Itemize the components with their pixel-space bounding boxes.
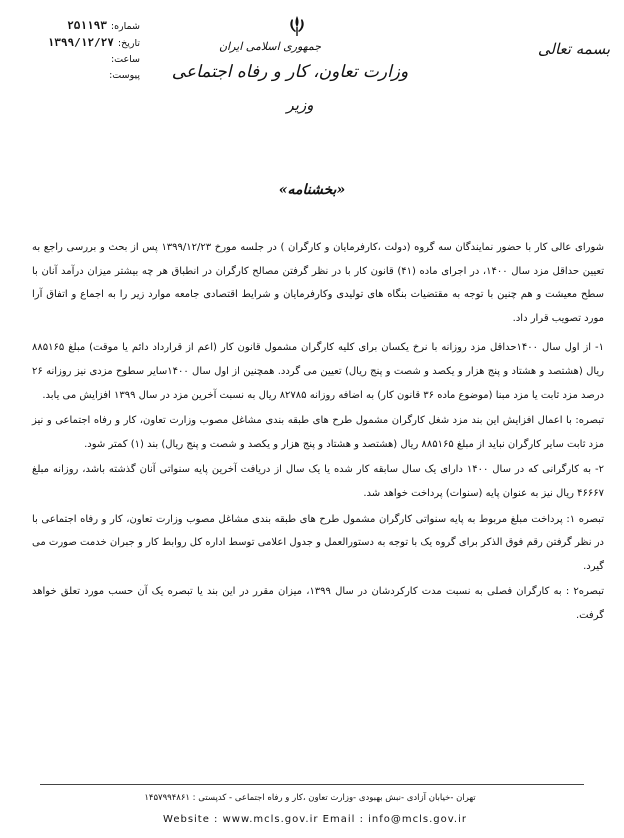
document-title: «بخشنامه» [278,182,346,198]
minister-title: وزیر [286,96,314,114]
attachment-label: پیوست: [109,70,140,81]
footer-address: تهران -خیابان آزادی -نبش بهبودی -وزارت تعاون ،کار و رفاه اجتماعی - کدپستی : ۱۴۵۷۹۹۴۸۶۱ [144,793,476,803]
date-value: ۱۳۹۹/۱۲/۲۷ [47,36,114,49]
paragraph-note: تبصره: با اعمال افزایش این بند مزد شغل کارگران مشمول طرح های طبقه بندی مشاغل مصوب وزارت تعاون، کار و رفاه اجتماعی و نیز مزد ثابت سایر کارگران نباید از مبلغ ۸۸۵۱۶۵ ریال (هشتصد و هشتاد و پنج هزار و یکصد و شصت و پنج ریال) بند (۱) کمتر شود. [32,415,604,450]
time-label: ساعت: [110,54,140,65]
number-row [20,18,140,35]
ministry-name: وزارت تعاون، کار و رفاه اجتماعی [171,62,409,82]
date-row [20,35,140,52]
footer-divider [40,784,584,785]
paragraph-note-1: تبصره ۱: پرداخت مبلغ مربوط به پایه سنواتی کارگران مشمول طرح های طبقه بندی مشاغل مصوب وزارت تعاون، کار و رفاه اجتماعی با در نظر گرفتن رقم فوق الذکر برای گروه یک با توجه به دستورالعمل و جدول اعلامی توسط اداره کل روابط کار و جبران خدمت صورت می گیرد. [32,513,604,572]
date-label: تاریخ: [117,38,140,49]
paragraph-intro: شورای عالی کار با حضور نمایندگان سه گروه (دولت ،کارفرمایان و کارگران ) در جلسه مورخ ۱۳۹۹/۱۲/۲۳ پس از بحث و بررسی راجع به تعیین حداقل مزد سال ۱۴۰۰، در اجرای ماده (۴۱) قانون کار با در نظر گرفتن مصالح کارگران در انطباق هر چه بیشتر میزان درآمد آنان با سطح معیشت و هم چنین با توجه به مقتضیات بنگاه های تولیدی وکارفرمایان و شرایط اقتصادی جامعه موارد زیر را به اجماع و اتفاق آرا مورد تصویب قرار داد. [32,242,604,324]
basmala: بسمه تعالی [537,40,610,58]
paragraph-note-2: تبصره۲ : به کارگران فصلی به نسبت مدت کارکردشان در سال ۱۳۹۹، میزان مقرر در این بند یا تبصره یک آن حسب مورد تعلق خواهد گرفت. [32,586,604,621]
footer-contact: Website : www.mcls.gov.ir Email : info@mcls.gov.ir [163,814,467,825]
iran-emblem-icon [286,14,308,38]
letter-body [32,236,604,628]
paragraph-clause-1: ۱- از اول سال ۱۴۰۰حداقل مزد روزانه با نرخ یکسان برای کلیه کارگران مشمول قانون کار (اعم از قرارداد دائم یا موقت) مبلغ ۸۸۵۱۶۵ ریال (هشتصد و هشتاد و پنج هزار و یکصد و شصت و پنج ریال) تعیین می گردد. همچنین از اول سال ۱۴۰۰سایر سطوح مزدی نیز روزانه ۲۶ درصد مزد ثابت یا مزد مبنا (موضوع ماده ۳۶ قانون کار) به اضافه روزانه ۸۲۷۸۵ ریال به نسبت آخرین مزد در سال ۱۳۹۹ افزایش می یابد. [32,342,604,401]
attachment-row [20,68,140,84]
number-value: ۲۵۱۱۹۳ [67,19,107,32]
republic-name: جمهوری اسلامی ایران [218,40,322,53]
paragraph-clause-2: ۲- به کارگرانی که در سال ۱۴۰۰ دارای یک سال سابقه کار شده یا یک سال از دریافت آخرین پایه سنواتی آنان گذشته باشد، روزانه مبلغ ۴۶۶۶۷ ریال نیز به عنوان پایه (سنوات) پرداخت خواهد شد. [32,464,604,499]
number-label: شماره: [110,21,140,32]
letter-meta [20,18,140,84]
time-row [20,52,140,68]
